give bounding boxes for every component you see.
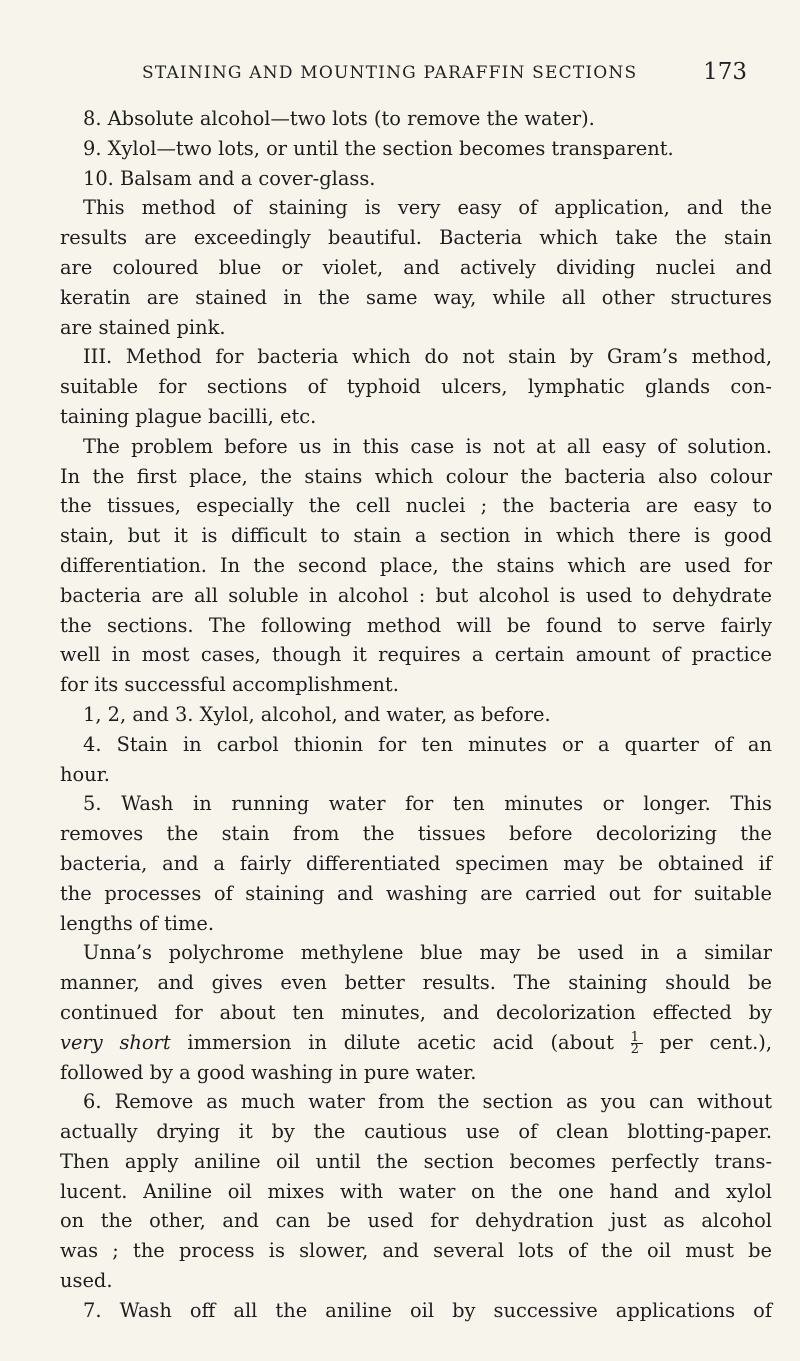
text-line: bacteria are all soluble in alcohol : but alcohol is used to dehydrate [60, 583, 772, 607]
text-line: Then apply aniline oil until the section becomes perfectly trans- [60, 1149, 772, 1173]
text-line: 5. Wash in running water for ten minutes or longer. This [83, 792, 772, 816]
text-line: for its successful accomplishment. [60, 673, 399, 697]
text-line: lucent. Aniline oil mixes with water on the one hand and xylol [60, 1179, 772, 1203]
text-line: bacteria, and a fairly differentiated specimen may be obtained if [60, 851, 772, 875]
text-line: taining plague bacilli, etc. [60, 404, 317, 428]
text-line: results are exceedingly beautiful. Bacteria which take the stain [60, 226, 772, 250]
text-line: continued for about ten minutes, and decolorization effected by [60, 1000, 772, 1024]
text-line: are coloured blue or violet, and actively dividing nuclei and [60, 255, 772, 279]
text-line: The problem before us in this case is not at all easy of solution. [83, 434, 772, 458]
text-line: on the other, and can be used for dehydration just as alcohol [60, 1209, 772, 1233]
text-line: hour. [60, 762, 110, 786]
text-line: This method of staining is very easy of application, and the [83, 196, 772, 220]
text-line: removes the stain from the tissues before decolorizing the [60, 822, 772, 846]
text-line: manner, and gives even better results. The staining should be [60, 971, 772, 995]
text-line: the sections. The following method will be found to serve fairly [60, 613, 772, 637]
text-segment: immersion in dilute acetic acid (about [170, 1030, 631, 1054]
text-line: the tissues, especially the cell nuclei ; the bacteria are easy to [60, 494, 772, 518]
text-line: used. [60, 1269, 113, 1293]
text-line-with-fraction [60, 1028, 772, 1058]
text-line: 6. Remove as much water from the section as you can without [83, 1090, 772, 1114]
text-line: well in most cases, though it requires a certain amount of practice [60, 643, 772, 667]
italic-emphasis: very short [60, 1030, 171, 1054]
text-line: III. Method for bacteria which do not stain by Gram’s method, [83, 345, 772, 369]
text-line: are stained pink. [60, 315, 226, 339]
text-line: 10. Balsam and a cover-glass. [83, 166, 376, 190]
text-line: differentiation. In the second place, the stains which are used for [60, 553, 772, 577]
text-line: was ; the process is slower, and several lots of the oil must be [60, 1239, 772, 1263]
text-line: the processes of staining and washing are carried out for suitable [60, 881, 772, 905]
fraction-denominator: 2 [630, 1041, 640, 1057]
text-line: 8. Absolute alcohol—two lots (to remove the water). [83, 107, 595, 130]
text-line: 1, 2, and 3. Xylol, alcohol, and water, as before. [83, 702, 551, 726]
text-line: lengths of time. [60, 911, 215, 935]
running-title: STAINING AND MOUNTING PARAFFIN SECTIONS [142, 63, 638, 83]
fraction [630, 1029, 643, 1057]
text-line: stain, but it is difficult to stain a section in which there is good [60, 524, 772, 548]
text-line: keratin are stained in the same way, while all other structures [60, 285, 772, 309]
text-line: 4. Stain in carbol thionin for ten minutes or a quarter of an [83, 732, 772, 756]
body-text [60, 104, 772, 1326]
text-line: 7. Wash off all the aniline oil by successive applications of [83, 1298, 772, 1322]
text-line: 9. Xylol—two lots, or until the section becomes transparent. [83, 136, 674, 160]
running-head [142, 59, 772, 85]
text-line: actually drying it by the cautious use of clean blotting-paper. [60, 1120, 772, 1144]
text-line: Unna’s polychrome methylene blue may be used in a similar [83, 941, 772, 965]
fraction-numerator: 1 [631, 1032, 643, 1044]
page-number: 173 [703, 59, 747, 85]
text-line: followed by a good washing in pure water. [60, 1060, 477, 1084]
text-line: In the first place, the stains which colour the bacteria also colour [60, 464, 772, 488]
text-segment: per cent.), [642, 1030, 772, 1054]
text-line: suitable for sections of typhoid ulcers, lymphatic glands con- [60, 375, 772, 399]
